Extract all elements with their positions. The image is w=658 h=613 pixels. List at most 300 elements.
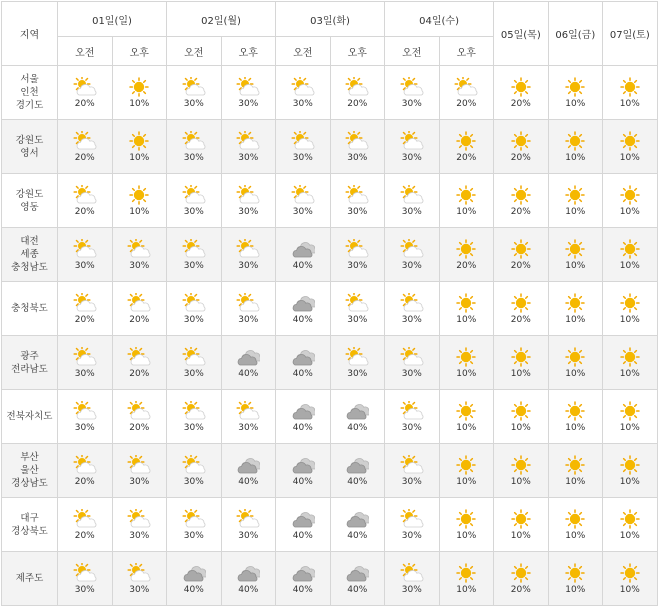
sunny-icon bbox=[509, 131, 533, 151]
table-row bbox=[2, 282, 658, 336]
forecast-cell bbox=[112, 336, 167, 390]
sunny-icon bbox=[563, 131, 587, 151]
forecast-cell bbox=[58, 444, 113, 498]
forecast-cell bbox=[603, 336, 658, 390]
precipitation-probability: 30% bbox=[238, 98, 259, 109]
sunny-icon bbox=[127, 131, 151, 151]
precipitation-probability: 30% bbox=[401, 584, 422, 595]
forecast-cell bbox=[603, 282, 658, 336]
region-name bbox=[2, 390, 58, 444]
forecast-cell bbox=[221, 174, 276, 228]
forecast-cell bbox=[494, 552, 549, 606]
precipitation-probability: 20% bbox=[129, 368, 150, 379]
day-header: 07일(토) bbox=[603, 2, 658, 66]
precipitation-probability: 30% bbox=[238, 206, 259, 217]
precipitation-probability: 40% bbox=[238, 368, 259, 379]
partly-cloudy-icon bbox=[236, 293, 260, 313]
forecast-cell bbox=[494, 228, 549, 282]
sunny-icon bbox=[563, 401, 587, 421]
sunny-icon bbox=[509, 455, 533, 475]
day-header: 01일(일) bbox=[58, 2, 167, 37]
partly-cloudy-icon bbox=[291, 77, 315, 97]
forecast-cell bbox=[439, 552, 494, 606]
forecast-cell bbox=[112, 444, 167, 498]
precipitation-probability: 10% bbox=[619, 368, 640, 379]
forecast-cell bbox=[494, 498, 549, 552]
forecast-cell bbox=[548, 66, 603, 120]
forecast-cell bbox=[221, 498, 276, 552]
partly-cloudy-icon bbox=[73, 131, 97, 151]
partly-cloudy-icon bbox=[182, 401, 206, 421]
precipitation-probability: 30% bbox=[238, 530, 259, 541]
precipitation-probability: 10% bbox=[456, 530, 477, 541]
forecast-cell bbox=[330, 390, 385, 444]
precipitation-probability: 30% bbox=[238, 422, 259, 433]
partly-cloudy-icon bbox=[127, 239, 151, 259]
sunny-icon bbox=[618, 455, 642, 475]
precipitation-probability: 20% bbox=[74, 98, 95, 109]
precipitation-probability: 30% bbox=[183, 422, 204, 433]
forecast-cell bbox=[112, 228, 167, 282]
forecast-cell bbox=[330, 174, 385, 228]
table-header bbox=[2, 2, 658, 66]
forecast-cell bbox=[276, 66, 331, 120]
precipitation-probability: 10% bbox=[510, 368, 531, 379]
precipitation-probability: 40% bbox=[347, 584, 368, 595]
region-name-line: 경상북도 bbox=[11, 525, 48, 537]
forecast-cell bbox=[385, 336, 440, 390]
precipitation-probability: 30% bbox=[238, 314, 259, 325]
pm-header: 오후 bbox=[221, 37, 276, 66]
forecast-cell bbox=[112, 174, 167, 228]
partly-cloudy-icon bbox=[236, 401, 260, 421]
precipitation-probability: 30% bbox=[401, 422, 422, 433]
region-name-line: 전북자치도 bbox=[6, 411, 53, 422]
sunny-icon bbox=[454, 455, 478, 475]
region-name bbox=[2, 120, 58, 174]
cloudy-icon bbox=[291, 293, 315, 313]
precipitation-probability: 30% bbox=[74, 368, 95, 379]
precipitation-probability: 20% bbox=[510, 206, 531, 217]
precipitation-probability: 30% bbox=[401, 206, 422, 217]
precipitation-probability: 20% bbox=[510, 260, 531, 271]
sunny-icon bbox=[454, 509, 478, 529]
precipitation-probability: 10% bbox=[619, 530, 640, 541]
forecast-cell bbox=[494, 444, 549, 498]
forecast-cell bbox=[167, 390, 222, 444]
partly-cloudy-icon bbox=[400, 77, 424, 97]
partly-cloudy-icon bbox=[345, 185, 369, 205]
precipitation-probability: 30% bbox=[238, 260, 259, 271]
partly-cloudy-icon bbox=[400, 131, 424, 151]
sunny-icon bbox=[563, 239, 587, 259]
precipitation-probability: 10% bbox=[565, 476, 586, 487]
region-name-line: 제주도 bbox=[15, 573, 44, 584]
precipitation-probability: 40% bbox=[347, 476, 368, 487]
forecast-cell bbox=[603, 228, 658, 282]
day-header: 05일(목) bbox=[494, 2, 549, 66]
partly-cloudy-icon bbox=[345, 77, 369, 97]
forecast-cell bbox=[112, 120, 167, 174]
sunny-icon bbox=[618, 185, 642, 205]
forecast-cell bbox=[603, 390, 658, 444]
precipitation-probability: 10% bbox=[129, 152, 150, 163]
partly-cloudy-icon bbox=[127, 347, 151, 367]
region-name bbox=[2, 174, 58, 228]
partly-cloudy-icon bbox=[182, 131, 206, 151]
forecast-cell bbox=[330, 282, 385, 336]
table-row bbox=[2, 120, 658, 174]
forecast-cell bbox=[58, 498, 113, 552]
partly-cloudy-icon bbox=[236, 509, 260, 529]
precipitation-probability: 10% bbox=[129, 98, 150, 109]
region-name-line: 대전 bbox=[20, 236, 39, 247]
region-name bbox=[2, 282, 58, 336]
partly-cloudy-icon bbox=[400, 509, 424, 529]
forecast-cell bbox=[548, 552, 603, 606]
precipitation-probability: 30% bbox=[129, 584, 150, 595]
table-row bbox=[2, 66, 658, 120]
sunny-icon bbox=[509, 293, 533, 313]
forecast-cell bbox=[276, 174, 331, 228]
forecast-cell bbox=[603, 120, 658, 174]
partly-cloudy-icon bbox=[345, 239, 369, 259]
precipitation-probability: 30% bbox=[183, 530, 204, 541]
precipitation-probability: 30% bbox=[129, 530, 150, 541]
partly-cloudy-icon bbox=[345, 293, 369, 313]
sunny-icon bbox=[618, 293, 642, 313]
precipitation-probability: 40% bbox=[292, 584, 313, 595]
precipitation-probability: 30% bbox=[292, 206, 313, 217]
forecast-cell bbox=[112, 66, 167, 120]
precipitation-probability: 30% bbox=[401, 476, 422, 487]
am-header: 오전 bbox=[276, 37, 331, 66]
precipitation-probability: 10% bbox=[619, 152, 640, 163]
precipitation-probability: 20% bbox=[510, 584, 531, 595]
precipitation-probability: 30% bbox=[292, 98, 313, 109]
weather-forecast-table bbox=[1, 1, 658, 606]
forecast-cell bbox=[330, 498, 385, 552]
region-name bbox=[2, 336, 58, 390]
precipitation-probability: 20% bbox=[74, 314, 95, 325]
forecast-cell bbox=[221, 282, 276, 336]
region-name bbox=[2, 66, 58, 120]
forecast-cell bbox=[330, 120, 385, 174]
partly-cloudy-icon bbox=[400, 347, 424, 367]
forecast-cell bbox=[548, 120, 603, 174]
precipitation-probability: 30% bbox=[347, 314, 368, 325]
cloudy-icon bbox=[291, 455, 315, 475]
region-column-header: 지역 bbox=[2, 2, 58, 66]
precipitation-probability: 30% bbox=[347, 152, 368, 163]
precipitation-probability: 10% bbox=[456, 476, 477, 487]
forecast-cell bbox=[58, 390, 113, 444]
partly-cloudy-icon bbox=[127, 401, 151, 421]
sunny-icon bbox=[509, 185, 533, 205]
precipitation-probability: 30% bbox=[401, 314, 422, 325]
region-name-line: 강원도 bbox=[15, 134, 44, 146]
forecast-cell bbox=[439, 498, 494, 552]
sunny-icon bbox=[454, 131, 478, 151]
forecast-cell bbox=[439, 66, 494, 120]
sunny-icon bbox=[509, 77, 533, 97]
region-name-line: 울산 bbox=[20, 465, 39, 476]
precipitation-probability: 40% bbox=[183, 584, 204, 595]
forecast-cell bbox=[112, 390, 167, 444]
partly-cloudy-icon bbox=[345, 131, 369, 151]
cloudy-icon bbox=[291, 347, 315, 367]
region-name-line: 충청북도 bbox=[11, 303, 48, 314]
pm-header: 오후 bbox=[330, 37, 385, 66]
precipitation-probability: 30% bbox=[183, 260, 204, 271]
forecast-cell bbox=[385, 66, 440, 120]
sunny-icon bbox=[509, 401, 533, 421]
forecast-cell bbox=[494, 66, 549, 120]
sunny-icon bbox=[618, 563, 642, 583]
region-name-line: 세종 bbox=[20, 249, 39, 260]
table-row bbox=[2, 498, 658, 552]
region-name bbox=[2, 228, 58, 282]
region-name-line: 대구 bbox=[20, 512, 39, 524]
forecast-cell bbox=[58, 228, 113, 282]
cloudy-icon bbox=[291, 239, 315, 259]
partly-cloudy-icon bbox=[400, 563, 424, 583]
table-row bbox=[2, 390, 658, 444]
precipitation-probability: 10% bbox=[129, 206, 150, 217]
forecast-cell bbox=[330, 336, 385, 390]
partly-cloudy-icon bbox=[182, 347, 206, 367]
precipitation-probability: 10% bbox=[456, 584, 477, 595]
forecast-cell bbox=[494, 174, 549, 228]
forecast-cell bbox=[167, 444, 222, 498]
forecast-cell bbox=[330, 444, 385, 498]
forecast-cell bbox=[221, 228, 276, 282]
sunny-icon bbox=[618, 347, 642, 367]
am-header: 오전 bbox=[167, 37, 222, 66]
sunny-icon bbox=[509, 239, 533, 259]
forecast-cell bbox=[58, 336, 113, 390]
precipitation-probability: 20% bbox=[74, 530, 95, 541]
cloudy-icon bbox=[291, 509, 315, 529]
forecast-cell bbox=[276, 444, 331, 498]
partly-cloudy-icon bbox=[400, 239, 424, 259]
sunny-icon bbox=[618, 131, 642, 151]
forecast-cell bbox=[167, 336, 222, 390]
partly-cloudy-icon bbox=[182, 293, 206, 313]
precipitation-probability: 40% bbox=[292, 422, 313, 433]
day-header: 04일(수) bbox=[385, 2, 494, 37]
precipitation-probability: 30% bbox=[74, 584, 95, 595]
precipitation-probability: 40% bbox=[292, 476, 313, 487]
precipitation-probability: 10% bbox=[456, 314, 477, 325]
partly-cloudy-icon bbox=[291, 185, 315, 205]
forecast-cell bbox=[603, 174, 658, 228]
forecast-cell bbox=[548, 336, 603, 390]
sunny-icon bbox=[509, 347, 533, 367]
forecast-cell bbox=[58, 552, 113, 606]
precipitation-probability: 30% bbox=[347, 206, 368, 217]
sunny-icon bbox=[454, 347, 478, 367]
forecast-cell bbox=[603, 552, 658, 606]
pm-header: 오후 bbox=[112, 37, 167, 66]
partly-cloudy-icon bbox=[73, 185, 97, 205]
forecast-cell bbox=[167, 498, 222, 552]
region-name bbox=[2, 498, 58, 552]
precipitation-probability: 10% bbox=[456, 206, 477, 217]
partly-cloudy-icon bbox=[127, 455, 151, 475]
partly-cloudy-icon bbox=[73, 293, 97, 313]
forecast-cell bbox=[58, 174, 113, 228]
partly-cloudy-icon bbox=[73, 563, 97, 583]
sunny-icon bbox=[618, 401, 642, 421]
forecast-cell bbox=[603, 66, 658, 120]
precipitation-probability: 10% bbox=[619, 584, 640, 595]
precipitation-probability: 20% bbox=[74, 206, 95, 217]
forecast-cell bbox=[221, 390, 276, 444]
precipitation-probability: 10% bbox=[619, 476, 640, 487]
partly-cloudy-icon bbox=[127, 293, 151, 313]
precipitation-probability: 30% bbox=[401, 98, 422, 109]
forecast-cell bbox=[548, 444, 603, 498]
precipitation-probability: 20% bbox=[510, 98, 531, 109]
precipitation-probability: 30% bbox=[74, 260, 95, 271]
forecast-cell bbox=[58, 120, 113, 174]
partly-cloudy-icon bbox=[182, 77, 206, 97]
precipitation-probability: 10% bbox=[565, 98, 586, 109]
forecast-cell bbox=[439, 444, 494, 498]
forecast-cell bbox=[330, 228, 385, 282]
precipitation-probability: 30% bbox=[74, 422, 95, 433]
sunny-icon bbox=[618, 77, 642, 97]
sunny-icon bbox=[563, 563, 587, 583]
precipitation-probability: 10% bbox=[619, 422, 640, 433]
sunny-icon bbox=[509, 509, 533, 529]
table-row bbox=[2, 228, 658, 282]
forecast-cell bbox=[276, 282, 331, 336]
precipitation-probability: 40% bbox=[347, 530, 368, 541]
precipitation-probability: 20% bbox=[456, 98, 477, 109]
sunny-icon bbox=[618, 239, 642, 259]
forecast-cell bbox=[439, 390, 494, 444]
forecast-cell bbox=[494, 120, 549, 174]
partly-cloudy-icon bbox=[236, 239, 260, 259]
cloudy-icon bbox=[182, 563, 206, 583]
precipitation-probability: 20% bbox=[129, 422, 150, 433]
forecast-cell bbox=[276, 120, 331, 174]
precipitation-probability: 20% bbox=[74, 476, 95, 487]
sunny-icon bbox=[618, 509, 642, 529]
forecast-cell bbox=[221, 444, 276, 498]
sunny-icon bbox=[563, 77, 587, 97]
sunny-icon bbox=[454, 563, 478, 583]
forecast-cell bbox=[548, 174, 603, 228]
partly-cloudy-icon bbox=[236, 131, 260, 151]
precipitation-probability: 20% bbox=[347, 98, 368, 109]
precipitation-probability: 10% bbox=[565, 368, 586, 379]
precipitation-probability: 30% bbox=[129, 260, 150, 271]
precipitation-probability: 30% bbox=[183, 98, 204, 109]
forecast-cell bbox=[439, 336, 494, 390]
sunny-icon bbox=[454, 185, 478, 205]
forecast-cell bbox=[276, 336, 331, 390]
precipitation-probability: 10% bbox=[565, 260, 586, 271]
pm-header: 오후 bbox=[439, 37, 494, 66]
forecast-cell bbox=[603, 444, 658, 498]
precipitation-probability: 20% bbox=[74, 152, 95, 163]
precipitation-probability: 40% bbox=[238, 584, 259, 595]
forecast-cell bbox=[167, 282, 222, 336]
precipitation-probability: 40% bbox=[292, 368, 313, 379]
partly-cloudy-icon bbox=[454, 77, 478, 97]
precipitation-probability: 30% bbox=[292, 152, 313, 163]
cloudy-icon bbox=[236, 455, 260, 475]
precipitation-probability: 10% bbox=[510, 530, 531, 541]
partly-cloudy-icon bbox=[73, 239, 97, 259]
forecast-cell bbox=[385, 552, 440, 606]
forecast-cell bbox=[439, 120, 494, 174]
precipitation-probability: 10% bbox=[565, 206, 586, 217]
forecast-cell bbox=[330, 552, 385, 606]
partly-cloudy-icon bbox=[182, 185, 206, 205]
region-name-line: 광주 bbox=[20, 350, 39, 362]
partly-cloudy-icon bbox=[73, 455, 97, 475]
precipitation-probability: 20% bbox=[456, 152, 477, 163]
table-row bbox=[2, 336, 658, 390]
region-name-line: 영동 bbox=[20, 201, 39, 213]
cloudy-icon bbox=[345, 509, 369, 529]
partly-cloudy-icon bbox=[182, 239, 206, 259]
precipitation-probability: 30% bbox=[401, 530, 422, 541]
forecast-cell bbox=[494, 336, 549, 390]
precipitation-probability: 30% bbox=[238, 152, 259, 163]
sunny-icon bbox=[563, 455, 587, 475]
forecast-cell bbox=[548, 498, 603, 552]
cloudy-icon bbox=[291, 563, 315, 583]
precipitation-probability: 20% bbox=[510, 314, 531, 325]
precipitation-probability: 40% bbox=[347, 422, 368, 433]
table-body bbox=[2, 66, 658, 606]
precipitation-probability: 30% bbox=[183, 314, 204, 325]
partly-cloudy-icon bbox=[73, 77, 97, 97]
region-name-line: 인천 bbox=[20, 87, 39, 98]
precipitation-probability: 40% bbox=[292, 260, 313, 271]
precipitation-probability: 10% bbox=[456, 422, 477, 433]
precipitation-probability: 30% bbox=[401, 152, 422, 163]
precipitation-probability: 30% bbox=[347, 260, 368, 271]
region-name-line: 충청남도 bbox=[11, 262, 48, 273]
partly-cloudy-icon bbox=[182, 455, 206, 475]
region-name-line: 강원도 bbox=[15, 188, 44, 200]
forecast-cell bbox=[385, 174, 440, 228]
precipitation-probability: 20% bbox=[129, 314, 150, 325]
partly-cloudy-icon bbox=[73, 401, 97, 421]
partly-cloudy-icon bbox=[127, 563, 151, 583]
precipitation-probability: 10% bbox=[619, 206, 640, 217]
precipitation-probability: 30% bbox=[347, 368, 368, 379]
forecast-cell bbox=[276, 228, 331, 282]
forecast-cell bbox=[548, 228, 603, 282]
precipitation-probability: 10% bbox=[565, 584, 586, 595]
precipitation-probability: 20% bbox=[456, 260, 477, 271]
forecast-cell bbox=[439, 282, 494, 336]
forecast-cell bbox=[167, 228, 222, 282]
partly-cloudy-icon bbox=[291, 131, 315, 151]
partly-cloudy-icon bbox=[236, 185, 260, 205]
cloudy-icon bbox=[345, 563, 369, 583]
precipitation-probability: 40% bbox=[238, 476, 259, 487]
cloudy-icon bbox=[236, 347, 260, 367]
precipitation-probability: 30% bbox=[129, 476, 150, 487]
